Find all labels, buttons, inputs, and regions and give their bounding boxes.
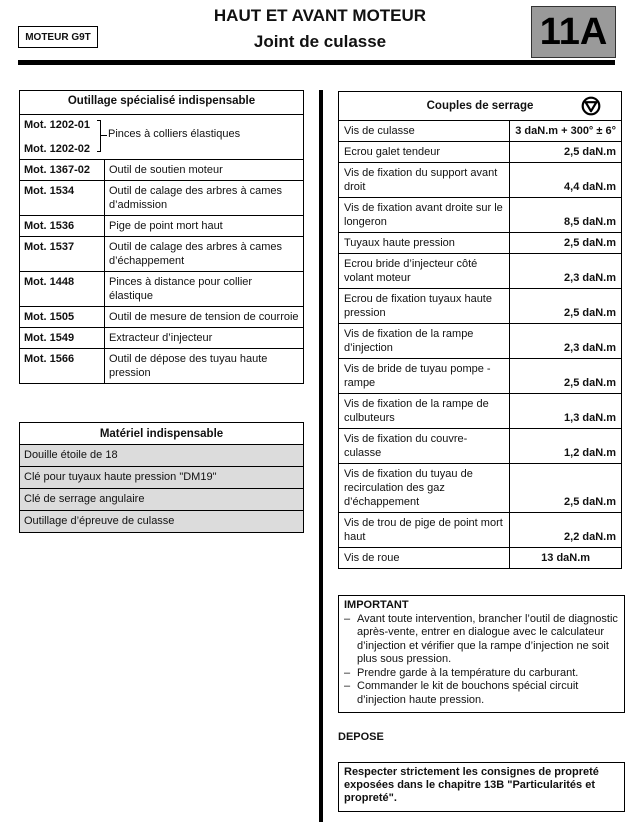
materials-table: [19, 422, 304, 533]
torque-label: Vis de culasse: [339, 121, 510, 142]
tool-description: Extracteur d’injecteur: [105, 328, 304, 349]
dash-bullet-icon: –: [344, 666, 351, 679]
material-item: Outillage d’épreuve de culasse: [20, 511, 304, 533]
torque-label: Vis de fixation du couvre-culasse: [339, 429, 510, 464]
important-item: [344, 667, 620, 681]
torque-value: 2,5 daN.m: [510, 142, 622, 163]
torque-table: [338, 91, 622, 569]
table-row: [20, 445, 304, 467]
important-item-text: Prendre garde à la température du carburant.: [357, 666, 579, 679]
torque-label: Vis de fixation avant droite sur le longeron: [339, 198, 510, 233]
bracket-icon: [97, 120, 101, 152]
torque-value: 2,5 daN.m: [510, 233, 622, 254]
cleanliness-note: Respecter strictement les consignes de propreté exposées dans le chapitre 13B "Particularités et propreté".: [338, 762, 625, 812]
torque-value: 8,5 daN.m: [510, 198, 622, 233]
torque-label: Vis de fixation du support avant droit: [339, 163, 510, 198]
torque-label: Ecrou bride d’injecteur côté volant moteur: [339, 254, 510, 289]
table-row: [20, 349, 304, 384]
table-row: [20, 272, 304, 307]
material-item: Douille étoile de 18: [20, 445, 304, 467]
torque-value: 2,5 daN.m: [510, 359, 622, 394]
torque-label: Ecrou de fixation tuyaux haute pression: [339, 289, 510, 324]
table-row: [339, 198, 622, 233]
tool-description: Outil de dépose des tuyau haute pression: [105, 349, 304, 384]
tool-ref: Mot. 1202-02: [24, 143, 91, 155]
table-row: [339, 289, 622, 324]
tool-description: Outil de mesure de tension de courroie: [105, 307, 304, 328]
important-heading: IMPORTANT: [344, 599, 409, 611]
table-row: [339, 548, 622, 569]
bracket-tick: [101, 135, 107, 136]
dash-bullet-icon: –: [344, 612, 351, 625]
page-title-block: [180, 6, 460, 53]
table-row: [339, 394, 622, 429]
torque-value: 2,3 daN.m: [510, 254, 622, 289]
torque-heading-cell: [339, 92, 622, 121]
torque-label: Vis de fixation de la rampe d’injection: [339, 324, 510, 359]
table-row: [20, 489, 304, 511]
material-item: Clé pour tuyaux haute pression "DM19": [20, 467, 304, 489]
table-row: [20, 181, 304, 216]
torque-symbol-icon: [581, 96, 601, 116]
torque-label: Ecrou galet tendeur: [339, 142, 510, 163]
tool-description: Outil de soutien moteur: [105, 160, 304, 181]
tool-ref: Mot. 1566: [20, 349, 105, 384]
table-row: [339, 254, 622, 289]
table-row: [339, 142, 622, 163]
table-row: [20, 216, 304, 237]
dash-bullet-icon: –: [344, 680, 351, 692]
engine-label: MOTEUR G9T: [18, 26, 98, 48]
important-item-text: Commander le kit de bouchons spécial circuit d’injection haute pression.: [357, 680, 579, 706]
tool-description: Outil de calage des arbres à cames d’admission: [105, 181, 304, 216]
torque-value: 2,3 daN.m: [510, 324, 622, 359]
important-item-text: Avant toute intervention, brancher l’outil de diagnostic après-vente, entrer en dialogue avec le calculateur d’injection et vérifier que la rampe d’injection ne soit plus sous pression.: [357, 612, 618, 665]
torque-label: Vis de roue: [339, 548, 510, 569]
torque-label: Vis de fixation du tuyau de recirculation des gaz d’échappement: [339, 464, 510, 513]
tool-description: Pinces à colliers élastiques: [108, 128, 241, 140]
important-item: [344, 680, 620, 707]
important-notice: [338, 595, 625, 713]
special-tools-heading: Outillage spécialisé indispensable: [20, 91, 304, 115]
tool-ref: Mot. 1534: [20, 181, 105, 216]
table-row: [339, 233, 622, 254]
table-row: [20, 328, 304, 349]
page-title: HAUT ET AVANT MOTEUR: [213, 6, 427, 25]
tool-description: Pige de point mort haut: [105, 216, 304, 237]
torque-value: 2,5 daN.m: [510, 289, 622, 324]
table-row: [339, 429, 622, 464]
torque-value: 13 daN.m: [510, 548, 622, 569]
tool-ref: Mot. 1367-02: [20, 160, 105, 181]
tool-description: Pinces à distance pour collier élastique: [105, 272, 304, 307]
important-item: [344, 613, 620, 667]
table-row: [20, 115, 304, 160]
torque-value: 2,2 daN.m: [510, 513, 622, 548]
tool-ref: Mot. 1448: [20, 272, 105, 307]
header-divider: [18, 60, 615, 65]
page-subtitle: Joint de culasse: [253, 32, 387, 51]
table-row: [339, 121, 622, 142]
table-row: [20, 467, 304, 489]
tool-ref: Mot. 1202-01: [24, 119, 91, 131]
table-row: [20, 307, 304, 328]
tool-ref: Mot. 1549: [20, 328, 105, 349]
torque-label: Vis de bride de tuyau pompe - rampe: [339, 359, 510, 394]
table-row: [20, 237, 304, 272]
table-row: [339, 464, 622, 513]
tool-description: Outil de calage des arbres à cames d’échappement: [105, 237, 304, 272]
torque-value: 1,2 daN.m: [510, 429, 622, 464]
table-row: [339, 513, 622, 548]
section-code-badge: 11A: [531, 6, 616, 58]
torque-value: 3 daN.m + 300° ± 6°: [510, 121, 622, 142]
torque-label: Vis de trou de pige de point mort haut: [339, 513, 510, 548]
torque-value: 4,4 daN.m: [510, 163, 622, 198]
table-row: [339, 163, 622, 198]
torque-heading: Couples de serrage: [426, 100, 534, 112]
torque-label: Vis de fixation de la rampe de culbuteurs: [339, 394, 510, 429]
bracket-group: [20, 115, 304, 160]
table-row: [20, 511, 304, 533]
table-row: [20, 160, 304, 181]
materials-heading: Matériel indispensable: [20, 423, 304, 445]
tool-ref: Mot. 1536: [20, 216, 105, 237]
torque-value: 1,3 daN.m: [510, 394, 622, 429]
tool-ref: Mot. 1537: [20, 237, 105, 272]
table-row: [339, 359, 622, 394]
material-item: Clé de serrage angulaire: [20, 489, 304, 511]
column-divider: [319, 90, 323, 822]
tool-ref: Mot. 1505: [20, 307, 105, 328]
special-tools-table: [19, 90, 304, 384]
torque-label: Tuyaux haute pression: [339, 233, 510, 254]
depose-heading: DEPOSE: [338, 731, 384, 743]
torque-value: 2,5 daN.m: [510, 464, 622, 513]
table-row: [339, 324, 622, 359]
